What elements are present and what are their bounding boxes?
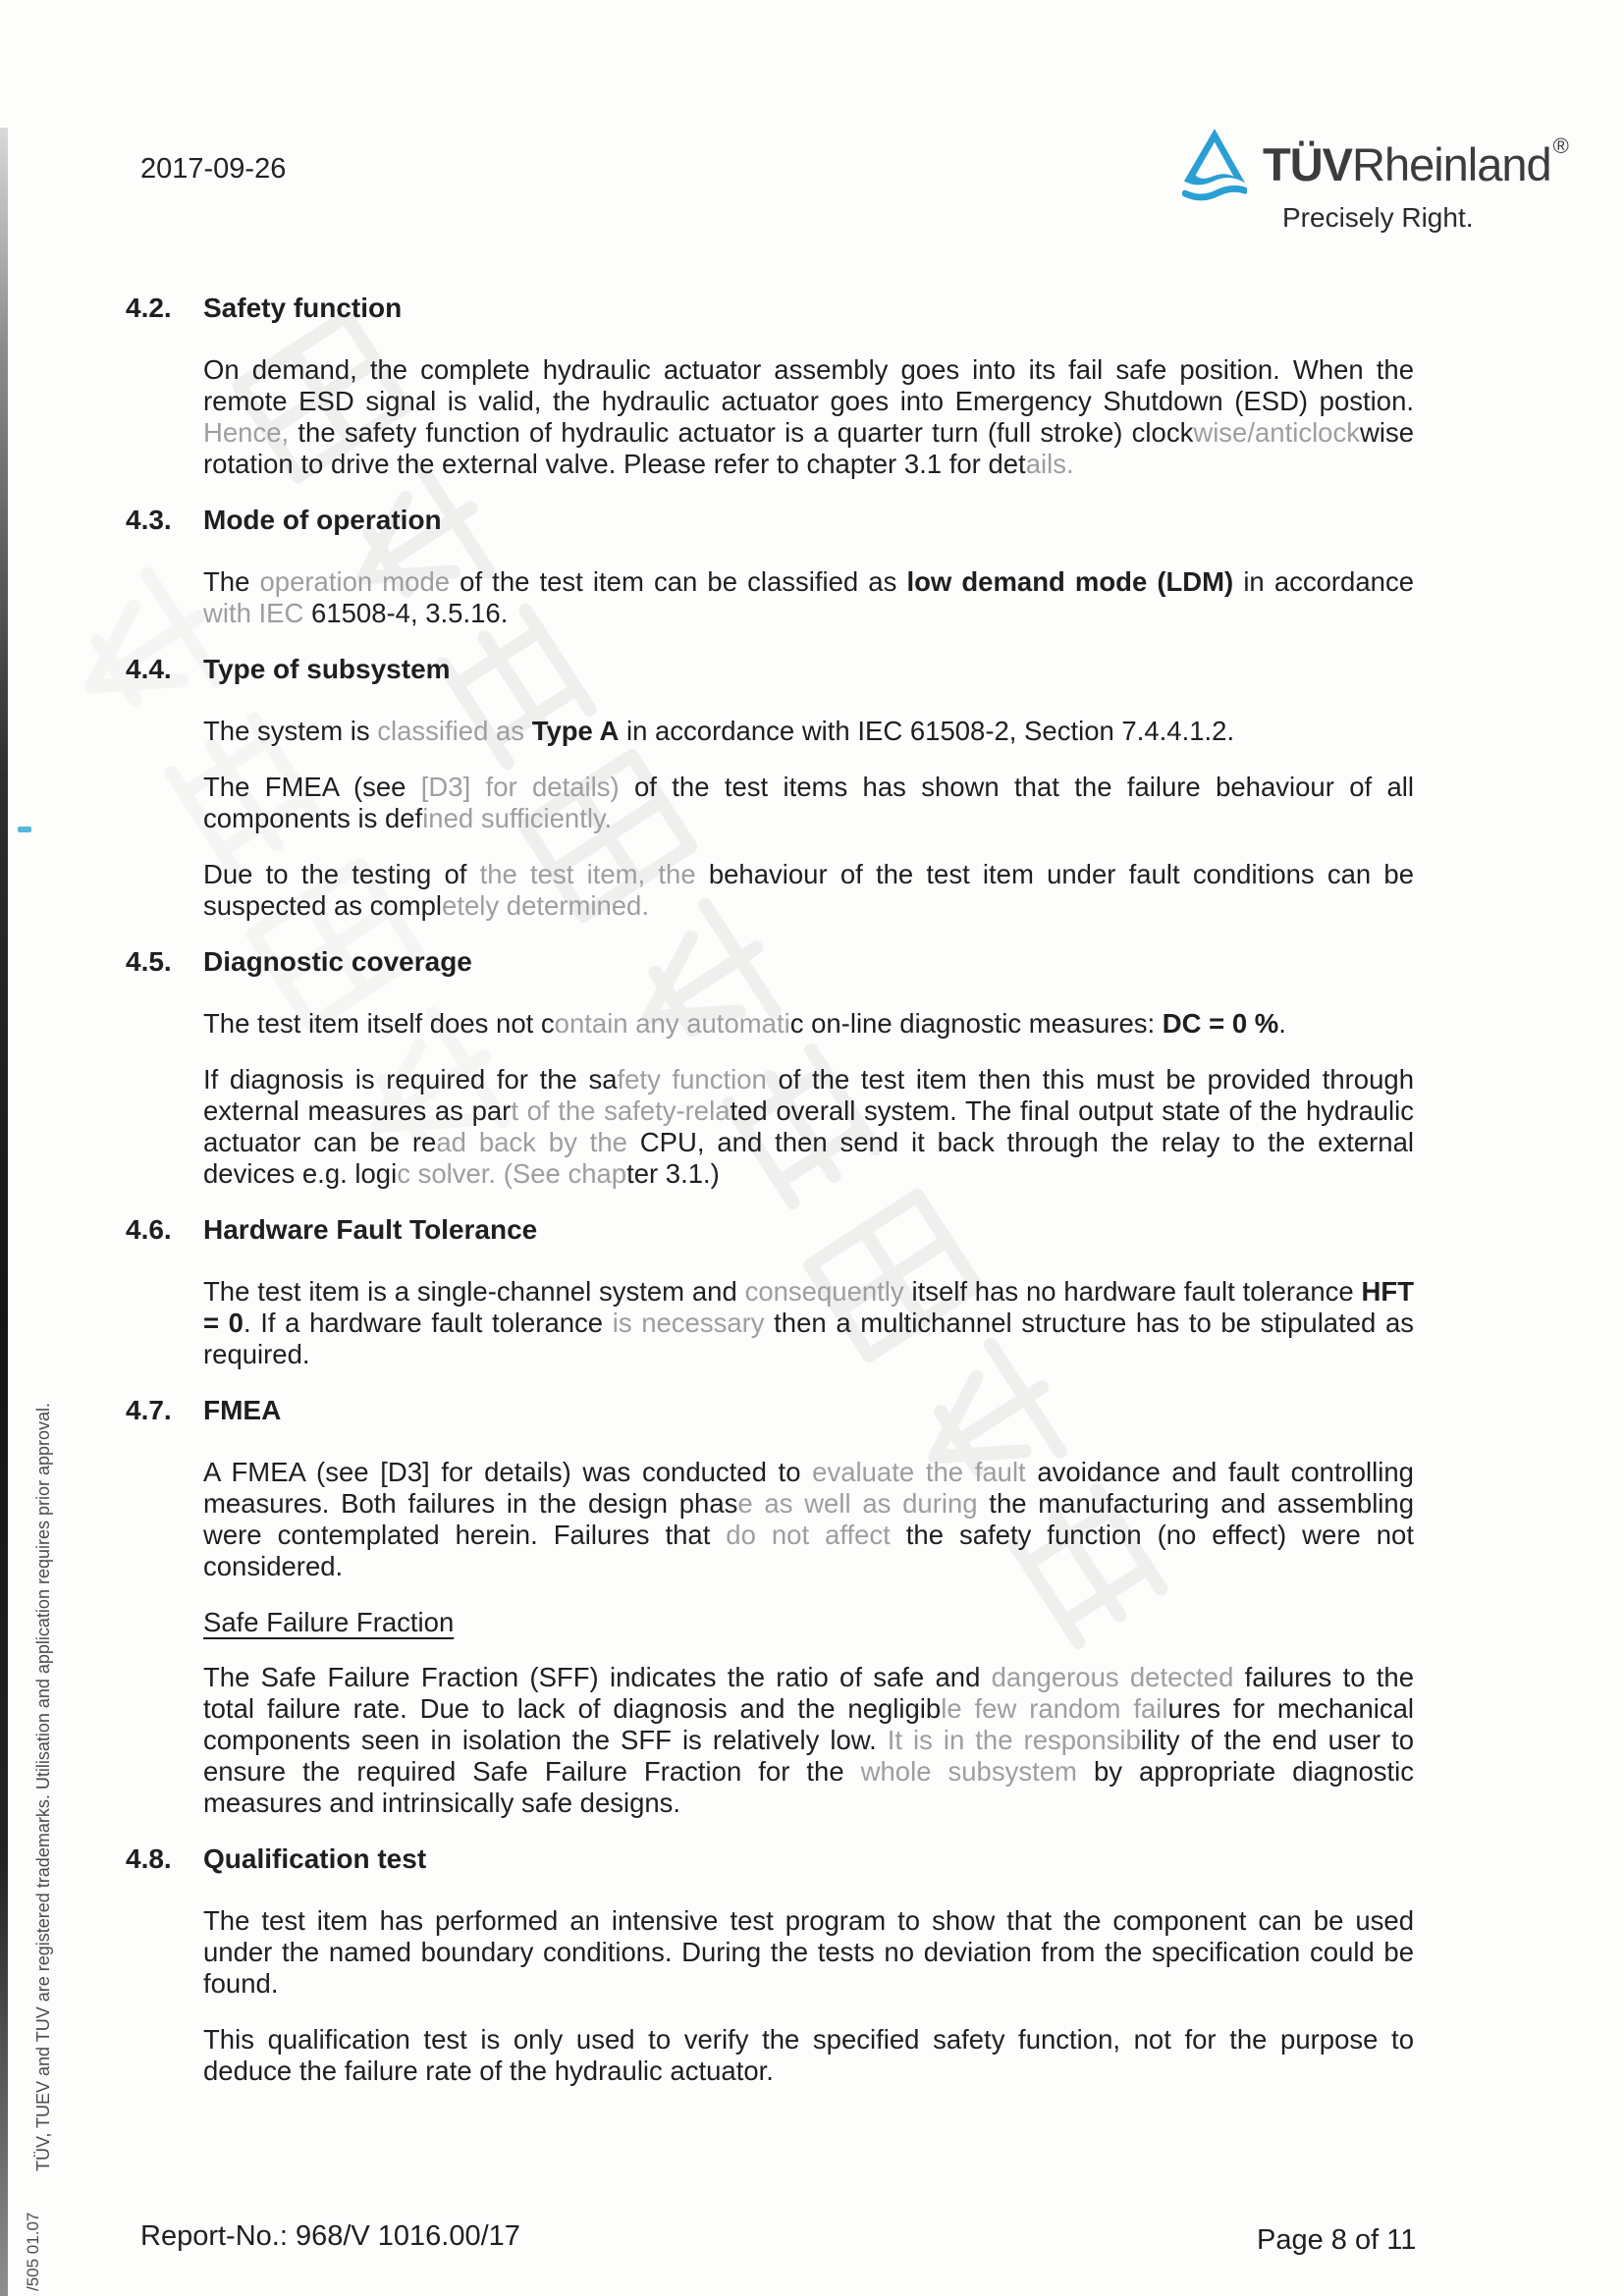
section-body — [203, 946, 1414, 1214]
tuv-triangle-icon — [1182, 126, 1247, 202]
section — [126, 1214, 1414, 1395]
text-run: etely determined. — [442, 890, 649, 921]
text-run: ontain any automati — [554, 1008, 790, 1039]
text-run: with IEC — [203, 598, 312, 628]
text-run: CPU, and then send it back through the relay to the external devices e.g. logi — [203, 1127, 1414, 1189]
report-number: Report-No.: 968/V 1016.00/17 — [140, 2220, 520, 2252]
text-run: in accordance with IEC 61508-2, Section 7.4.4.1.2. — [619, 716, 1235, 746]
section — [126, 946, 1414, 1214]
paragraph — [203, 2024, 1414, 2087]
text-run: then a multichannel structure has to be stipulated as required. — [203, 1308, 1414, 1369]
text-run: It is in the responsib — [887, 1725, 1141, 1755]
subsection-title: Safe Failure Fraction — [203, 1607, 455, 1637]
section-body — [203, 1843, 1414, 2111]
text-run: itself has no hardware fault tolerance — [903, 1276, 1362, 1307]
section — [126, 293, 1414, 505]
paragraph — [203, 1064, 1414, 1190]
text-run: The test item itself does not c — [203, 1008, 555, 1039]
text-run: The test item is a single-channel system and — [203, 1276, 745, 1307]
section-number: 4.3. — [126, 505, 172, 535]
text-run: avoidance and fault controlling measures. Both failures in the design phas — [203, 1457, 1414, 1519]
text-run: DC = 0 % — [1162, 1008, 1279, 1039]
section — [126, 505, 1414, 654]
section-number: 4.2. — [126, 293, 172, 323]
text-run: is necessary — [612, 1308, 775, 1338]
text-run: classified as — [377, 716, 532, 746]
section-number: 4.5. — [126, 946, 172, 977]
brand-tuv: TÜV — [1263, 138, 1352, 190]
form-code-vertical: /505 01.07 — [24, 2212, 42, 2291]
paragraph — [203, 1662, 1414, 1819]
text-run: . — [1278, 1008, 1286, 1039]
paragraph — [203, 566, 1414, 629]
scan-edge-artifact — [0, 128, 8, 2296]
text-run: ails. — [1025, 449, 1074, 479]
text-run: consequently — [744, 1276, 904, 1307]
text-run: fety function — [617, 1064, 767, 1095]
text-run: On demand, the complete hydraulic actuator assembly goes into its fail safe position. When the remote ESD signal is valid, the hydraulic actuator goes into Emergency Shutdown (ESD) postion. — [203, 354, 1414, 416]
text-run: c on-line diagnostic measures: — [789, 1008, 1163, 1039]
text-run: Type A — [531, 716, 620, 746]
scan-blue-mark — [18, 827, 31, 832]
paragraph — [203, 1276, 1414, 1370]
brand-tagline: Precisely Right. — [1282, 202, 1474, 233]
section — [126, 654, 1414, 946]
text-run: The FMEA (see — [203, 772, 421, 802]
section-body — [203, 1214, 1414, 1395]
text-run: HFT = 0 — [203, 1276, 1414, 1338]
text-run: le few random fail — [941, 1693, 1168, 1724]
section-title: Diagnostic coverage — [203, 946, 472, 977]
section-title: Hardware Fault Tolerance — [203, 1214, 538, 1245]
paragraph — [203, 716, 1414, 747]
paragraph — [203, 1905, 1414, 2000]
text-run: failures to the total failure rate. Due to lack of diagnosis and the negligib — [203, 1662, 1415, 1724]
text-run: in accordance — [1233, 566, 1414, 597]
text-run: dangerous detected — [991, 1662, 1234, 1692]
section-body — [203, 654, 1414, 946]
text-run: the manufacturing and assembling were contemplated herein. Failures that — [203, 1488, 1415, 1550]
text-run: low demand mode (LDM) — [906, 566, 1234, 597]
document-body — [126, 293, 1414, 2111]
section-body — [203, 1395, 1414, 1843]
text-run: do not affect — [726, 1520, 891, 1550]
section — [126, 1395, 1414, 1843]
text-run: of the test item then this must be provided through external measures as par — [203, 1064, 1414, 1126]
text-run: ures for mechanical components seen in isolation the SFF is relatively low. — [203, 1693, 1414, 1755]
section-body — [203, 505, 1414, 654]
text-run: operation mode — [259, 566, 451, 597]
text-run: The — [203, 566, 260, 597]
section-body — [203, 293, 1414, 505]
brand-rheinland: Rheinland — [1352, 138, 1551, 190]
trademark-note-vertical: TÜV, TUEV and TUV are registered trademarks. Utilisation and application requires prior approval. — [33, 1402, 53, 2171]
paragraph — [203, 772, 1414, 834]
brand-wordmark — [1263, 133, 1568, 191]
text-run: the test item, the — [479, 859, 709, 889]
text-run: ted overall system. The final output state of the hydraulic actuator can be re — [203, 1095, 1414, 1157]
text-run: Hence, — [203, 417, 290, 448]
page-number: Page 8 of 11 — [1257, 2224, 1417, 2256]
paragraph — [203, 354, 1414, 480]
section-number: 4.6. — [126, 1214, 172, 1245]
text-run: If diagnosis is required for the sa — [203, 1064, 618, 1095]
text-run: The system is — [203, 716, 378, 746]
text-run: c solver. (See chap — [397, 1158, 627, 1189]
section-title: Safety function — [203, 293, 403, 323]
section-number: 4.8. — [126, 1843, 172, 1874]
section-number: 4.7. — [126, 1395, 172, 1425]
registered-mark: ® — [1552, 133, 1568, 158]
text-run: t of the safety-rela — [511, 1095, 731, 1126]
document-date: 2017-09-26 — [140, 153, 287, 185]
text-run: the safety function of hydraulic actuator is a quarter turn (full stroke) clock — [289, 417, 1194, 448]
text-run: of the test items has shown that the failure behaviour of all components is def — [203, 772, 1414, 833]
text-run: wise rotation to drive the external valve. Please refer to chapter 3.1 for det — [203, 417, 1414, 479]
tuv-rheinland-logo — [1178, 118, 1610, 240]
paragraph — [203, 1457, 1414, 1582]
text-run: The Safe Failure Fraction (SFF) indicates the ratio of safe and — [203, 1662, 992, 1692]
text-run: Due to the testing of — [203, 859, 480, 889]
text-run: ined sufficiently. — [422, 803, 613, 833]
text-run: behaviour of the test item under fault conditions can be suspected as compl — [203, 859, 1414, 921]
text-run: A FMEA (see [D3] for details) was conducted to — [203, 1457, 813, 1487]
text-run: e as well as during — [737, 1488, 978, 1519]
section-title: Type of subsystem — [203, 654, 451, 684]
text-run: This qualification test is only used to verify the specified safety function, not for the purpose to deduce the failure rate of the hydraulic actuator. — [203, 2024, 1414, 2086]
text-run: wise/anticlock — [1193, 417, 1360, 448]
paragraph — [203, 859, 1414, 922]
section-title: Qualification test — [203, 1843, 427, 1874]
text-run: [D3] for details) — [420, 772, 620, 802]
text-run: The test item has performed an intensive test program to show that the component can be used under the named boundary conditions. During the tests no deviation from the specification could be found. — [203, 1905, 1414, 1999]
text-run: evaluate the fault — [812, 1457, 1026, 1487]
text-run: the safety function (no effect) were not considered. — [203, 1520, 1414, 1581]
section-title: Mode of operation — [203, 505, 442, 535]
section — [126, 1843, 1414, 2111]
text-run: . If a hardware fault tolerance — [243, 1308, 613, 1338]
text-run: ter 3.1.) — [626, 1158, 720, 1189]
section-number: 4.4. — [126, 654, 172, 684]
section-title: FMEA — [203, 1395, 282, 1425]
text-run: ility of the end user to ensure the required Safe Failure Fraction for the — [203, 1725, 1415, 1787]
text-run: 61508-4, 3.5.16. — [311, 598, 509, 628]
paragraph — [203, 1008, 1414, 1040]
text-run: ad back by the — [436, 1127, 640, 1157]
text-run: whole subsystem — [860, 1756, 1077, 1787]
text-run: by appropriate diagnostic measures and intrinsically safe designs. — [203, 1756, 1415, 1818]
text-run: of the test item can be classified as — [450, 566, 907, 597]
